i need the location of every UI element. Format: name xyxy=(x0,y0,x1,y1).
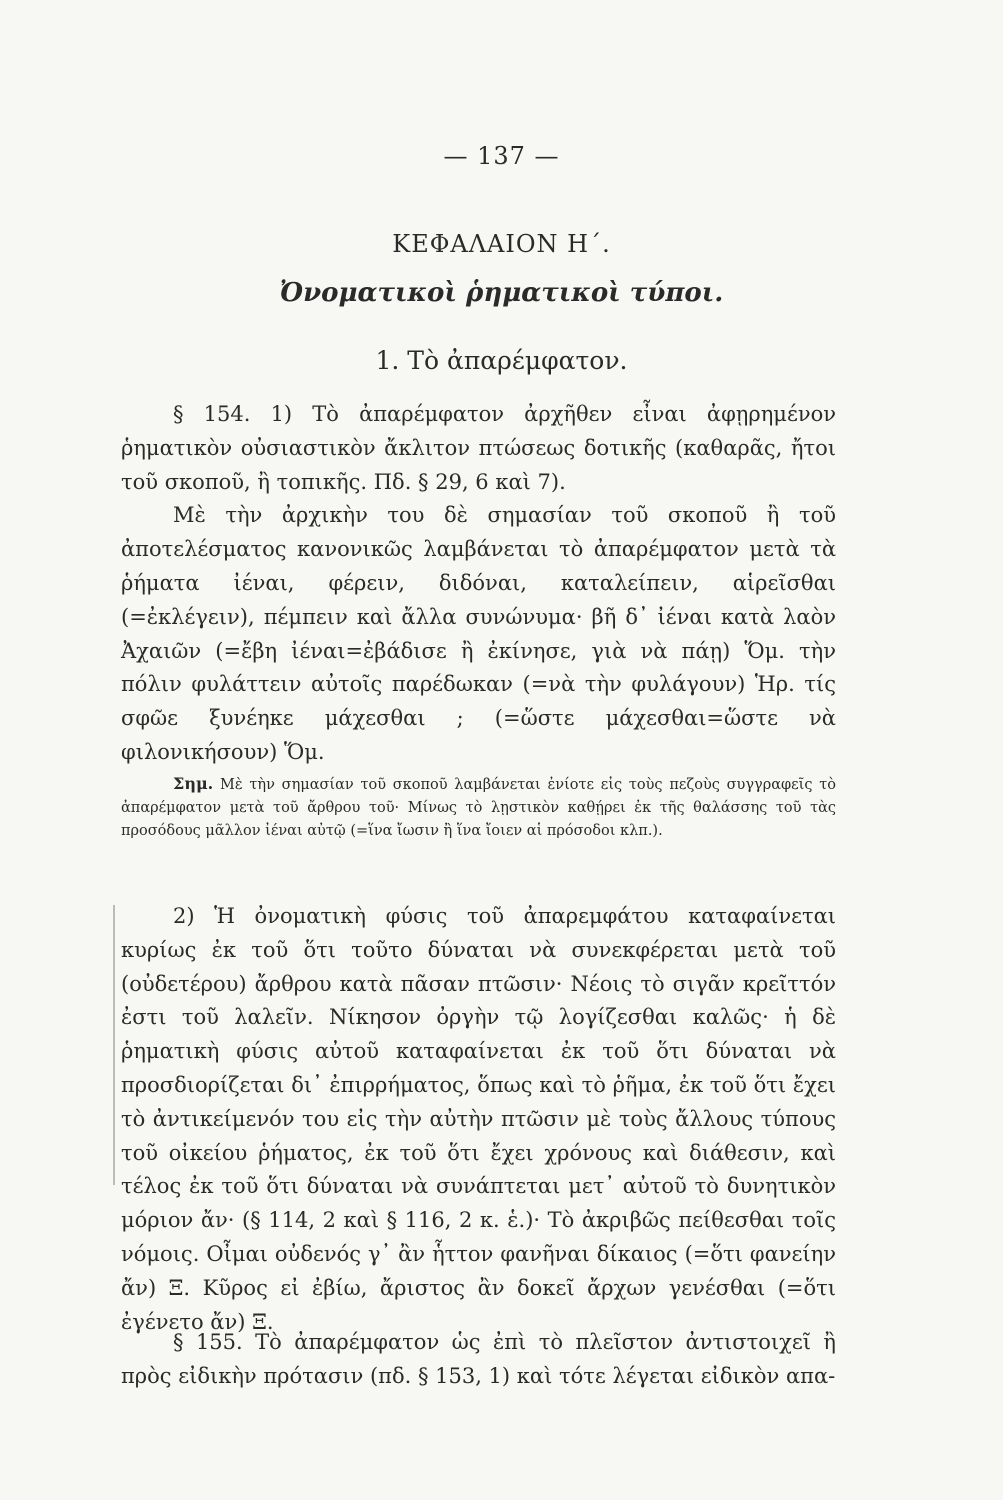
page-number: — 137 — xyxy=(443,142,560,170)
paragraph-2-text: 2) Ἡ ὀνοματικὴ φύσις τοῦ ἀπαρεμφάτου καταφαίνεται κυρίως ἐκ τοῦ ὅτι τοῦτο δύναται νὰ συνεκφέρεται μετὰ τοῦ (οὐδετέρου) ἄρθρου κατὰ πᾶσαν πτῶσιν· Νέοις τὸ σιγᾶν κρεῖττόν ἐστι τοῦ λαλεῖν. Νίκησον ὀργὴν τῷ λογίζεσθαι καλῶς· ἡ δὲ ῥηματικὴ φύσις αὐτοῦ καταφαίνεται ἐκ τοῦ ὅτι δύναται νὰ προσδιορίζεται δι᾽ ἐπιρρήματος, ὅπως καὶ τὸ ῥῆμα, ἐκ τοῦ ὅτι ἔχει τὸ ἀντικείμενόν του εἰς τὴν αὐτὴν πτῶσιν μὲ τοὺς ἄλλους τύπους τοῦ οἰκείου ῥήματος, ἐκ τοῦ ὅτι ἔχει χρόνους καὶ διάθεσιν, καὶ τέλος ἐκ τοῦ ὅτι δύναται νὰ συνάπτεται μετ᾽ αὐτοῦ τὸ δυνητικὸν μόριον ἄν· (§ 114, 2 καὶ § 116, 2 κ. ἑ.)· Τὸ ἀκριβῶς πείθεσθαι τοῖς νόμοις. Οἶμαι οὐδενός γ᾽ ἂν ἧττον φανῆναι δίκαιος (=ὅτι φανείην ἄν) Ξ. Κῦρος εἰ ἐβίω, ἄριστος ἂν δοκεῖ ἄρχων γενέσθαι (=ὅτι ἐγένετο ἄν) Ξ. xyxy=(121,904,836,1334)
footnote-block xyxy=(121,772,836,843)
paragraph-2 xyxy=(121,900,836,1339)
paragraph-155-text: § 155. Τὸ ἀπαρέμφατον ὡς ἐπὶ τὸ πλεῖστον ἀντιστοιχεῖ ἢ πρὸς εἰδικὴν πρότασιν (πδ. § 153, 1) καὶ τότε λέγεται εἰδικὸν απα- xyxy=(121,1330,836,1388)
margin-mark xyxy=(113,905,115,1185)
paragraph-154-part-2: Μὲ τὴν ἀρχικὴν του δὲ σημασίαν τοῦ σκοποῦ ἢ τοῦ ἀποτελέσματος κανονικῶς λαμβάνεται τὸ ἀπαρέμφατον μετὰ τὰ ῥήματα ἰέναι, φέρειν, διδόναι, καταλείπειν, αἱρεῖσθαι (=ἐκλέγειν), πέμπειν καὶ ἄλλα συνώνυμα· βῆ δ᾽ ἰέναι κατὰ λαὸν Ἀχαιῶν (=ἔβη ἰέναι=ἐβάδισε ἢ ἐκίνησε, γιὰ νὰ πάῃ) Ὅμ. τὴν πόλιν φυλάττειν αὐτοῖς παρέδωκαν (=νὰ τὴν φυλάγουν) Ἡρ. τίς σφῶε ξυνέηκε μάχεσθαι ; (=ὥστε μάχεσθαι=ὥστε νὰ φιλονικήσουν) Ὅμ. xyxy=(121,503,836,764)
section-heading: 1. Τὸ ἀπαρέμφατον. xyxy=(375,346,628,375)
paragraph-154 xyxy=(121,398,836,770)
note-label: Σημ. xyxy=(173,774,214,793)
chapter-heading: ΚΕΦΑΛΑΙΟΝ Η΄. xyxy=(392,230,611,258)
note-text: Μὲ τὴν σημασίαν τοῦ σκοποῦ λαμβάνεται ἐνίοτε εἰς τοὺς πεζοὺς συγγραφεῖς τὸ ἀπαρέμφατον μετὰ τοῦ ἄρθρου τοῦ· Μίνως τὸ λῃστικὸν καθῄρει ἐκ τῆς θαλάσσης τοῦ τὰς προσόδους μᾶλλον ἰέναι αὐτῷ (=ἵνα ἴωσιν ἢ ἵνα ἴοιεν αἱ πρόσοδοι κλπ.). xyxy=(121,777,836,839)
paragraph-155 xyxy=(121,1326,836,1394)
chapter-title: Ὀνοματικοὶ ῥηματικοὶ τύποι. xyxy=(279,278,724,308)
paragraph-154-part-1: § 154. 1) Τὸ ἀπαρέμφατον ἀρχῆθεν εἶναι ἀφῃρημένον ῥηματικὸν οὐσιαστικὸν ἄκλιτον πτώσεως δοτικῆς (καθαρᾶς, ἤτοι τοῦ σκοποῦ, ἢ τοπικῆς. Πδ. § 29, 6 καὶ 7). xyxy=(121,402,836,494)
